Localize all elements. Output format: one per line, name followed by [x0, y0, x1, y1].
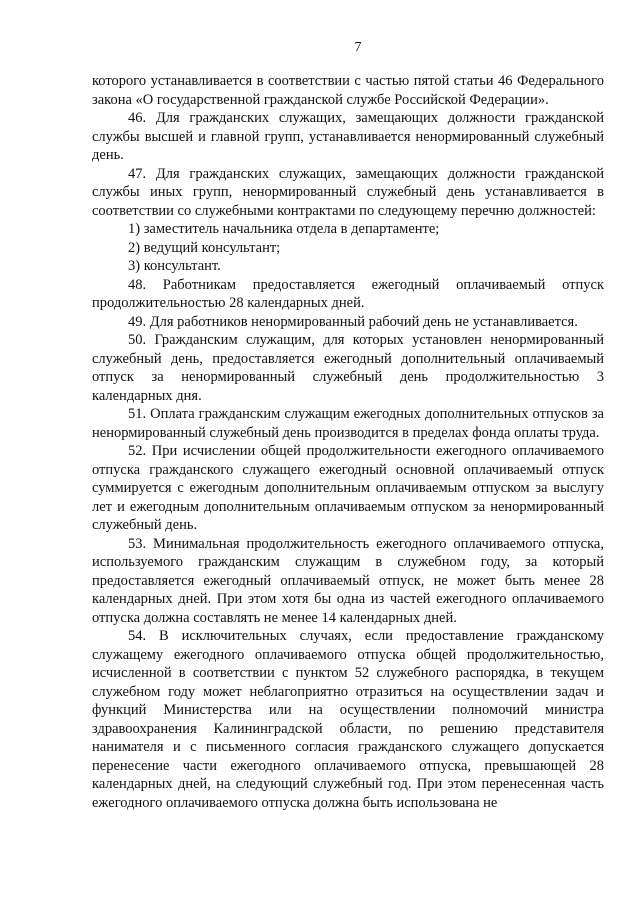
paragraph-49: 49. Для работников ненормированный рабочий день не устанавливается. [128, 313, 578, 330]
paragraph-48: 48. Работникам предоставляется ежегодный оплачиваемый отпуск продолжительностью 28 календарных дней. [92, 276, 604, 311]
list-item-3: 3) консультант. [128, 258, 221, 274]
paragraph-51: 51. Оплата гражданским служащим ежегодных дополнительных отпусков за ненормированный служебный день производится в пределах фонда оплаты труда. [92, 406, 604, 441]
page-number: 7 [354, 40, 362, 55]
paragraph-47: 47. Для гражданских служащих, замещающих должности гражданской службы иных групп, ненормированный служебный день устанавливается в соответствии со служебными контрактами по следующему перечню должностей: [92, 165, 604, 219]
paragraph-54: 54. В исключительных случаях, если предоставление гражданскому служащему ежегодного оплачиваемого отпуска общей продолжительностью, исчисленной в соответствии с пунктом 52 служебного распорядка, в текущем служебном году может неблагоприятно отразиться на осуществлении задач и функций Министерства или на осуществлении полномочий министра здравоохранения Калининградской области, по решению представителя нанимателя и с письменного согласия гражданского служащего допускается перенесение части ежегодного оплачиваемого отпуска, превышающей 28 календарных дней, на следующий служебный год. При этом перенесенная часть ежегодного оплачиваемого отпуска должна быть использована не [92, 628, 604, 811]
list-item-1: 1) заместитель начальника отдела в департаменте; [128, 221, 440, 237]
paragraph-46: 46. Для гражданских служащих, замещающих должности гражданской службы высшей и главной групп, устанавливается ненормированный служебный день. [92, 110, 604, 163]
paragraph-50: 50. Гражданским служащим, для которых установлен ненормированный служебный день, предоставляется ежегодный дополнительный оплачиваемый отпуск за ненормированный служебный день продолжительностью 3 календарных дня. [92, 332, 604, 404]
list-item-2: 2) ведущий консультант; [128, 239, 281, 256]
paragraph-53: 53. Минимальная продолжительность ежегодного оплачиваемого отпуска, используемого гражданским служащим в служебном году, за который предоставляется ежегодный оплачиваемый отпуск, не может быть менее 28 календарных дней. При этом хотя бы одна из частей ежегодного оплачиваемого отпуска должна составлять не менее 14 календарных дней. [92, 535, 604, 626]
paragraph-52: 52. При исчислении общей продолжительности ежегодного оплачиваемого отпуска гражданского служащего ежегодный основной оплачиваемый отпуск суммируется с ежегодным дополнительным оплачиваемым отпуском за выслугу лет и ежегодным дополнительным оплачиваемым отпуском за ненормированный служебный день. [92, 443, 604, 533]
document-body [92, 72, 604, 812]
paragraph-continuation: которого устанавливается в соответствии с частью пятой статьи 46 Федерального закона «О государственной гражданской службе Российской Федерации». [92, 73, 604, 108]
